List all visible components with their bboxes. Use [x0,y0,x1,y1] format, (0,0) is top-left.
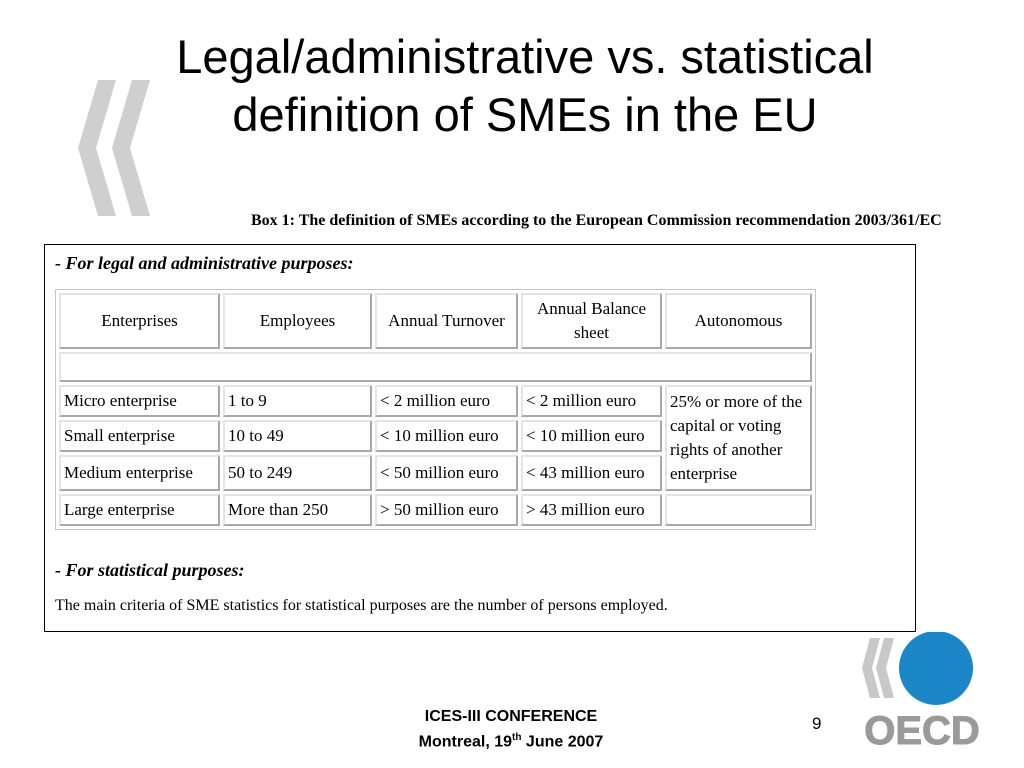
legal-purposes-heading: - For legal and administrative purposes: [55,253,354,273]
header-cell: Annual Turnover [375,293,518,349]
table-cell: < 2 million euro [375,385,518,417]
table-cell: Medium enterprise [59,455,220,491]
slide-title-line2: definition of SMEs in the EU [232,88,818,141]
definition-box [44,244,916,632]
table-cell: Large enterprise [59,494,220,526]
table-cell: Small enterprise [59,420,220,452]
table-row [59,385,812,417]
page-number: 9 [812,714,822,733]
sme-definition-table [55,289,816,530]
table-cell: < 2 million euro [521,385,662,417]
table-cell: More than 250 [223,494,372,526]
table-cell: 50 to 249 [223,455,372,491]
table-header-row [59,293,812,349]
footer-conference [380,706,642,752]
footer-line2 [380,727,642,752]
oecd-logo [862,632,982,752]
header-cell: Employees [223,293,372,349]
oecd-logo-text: OECD [864,709,980,752]
autonomous-note-cell: 25% or more of the capital or voting rights of another enterprise [665,385,812,491]
table-cell: > 43 million euro [521,494,662,526]
table-cell: < 43 million euro [521,455,662,491]
table-cell: < 10 million euro [375,420,518,452]
slide-title [60,28,990,144]
table-cell: > 50 million euro [375,494,518,526]
table-cell: 10 to 49 [223,420,372,452]
table-cell: 1 to 9 [223,385,372,417]
footer-date-suffix: June 2007 [521,733,604,751]
table-spacer-row [59,352,812,382]
header-cell: Autonomous [665,293,812,349]
header-cell: Enterprises [59,293,220,349]
table-cell: < 50 million euro [375,455,518,491]
footer-date-prefix: Montreal, 19 [418,733,513,751]
statistical-purposes-text: The main criteria of SME statistics for statistical purposes are the number of persons employed. [55,597,668,614]
table-cell: Micro enterprise [59,385,220,417]
table-row [59,494,812,526]
slide-title-line1: Legal/administrative vs. statistical [176,30,874,83]
footer-date-sup: th [512,732,522,743]
statistical-purposes-heading: - For statistical purposes: [55,560,245,580]
empty-cell [59,352,812,382]
header-cell: Annual Balance sheet [521,293,662,349]
table-cell: < 10 million euro [521,420,662,452]
footer-line1: ICES-III CONFERENCE [424,708,598,725]
box-caption: Box 1: The definition of SMEs according to the European Commission recommendation 2003/361/EC [251,212,942,229]
empty-cell [665,494,812,526]
